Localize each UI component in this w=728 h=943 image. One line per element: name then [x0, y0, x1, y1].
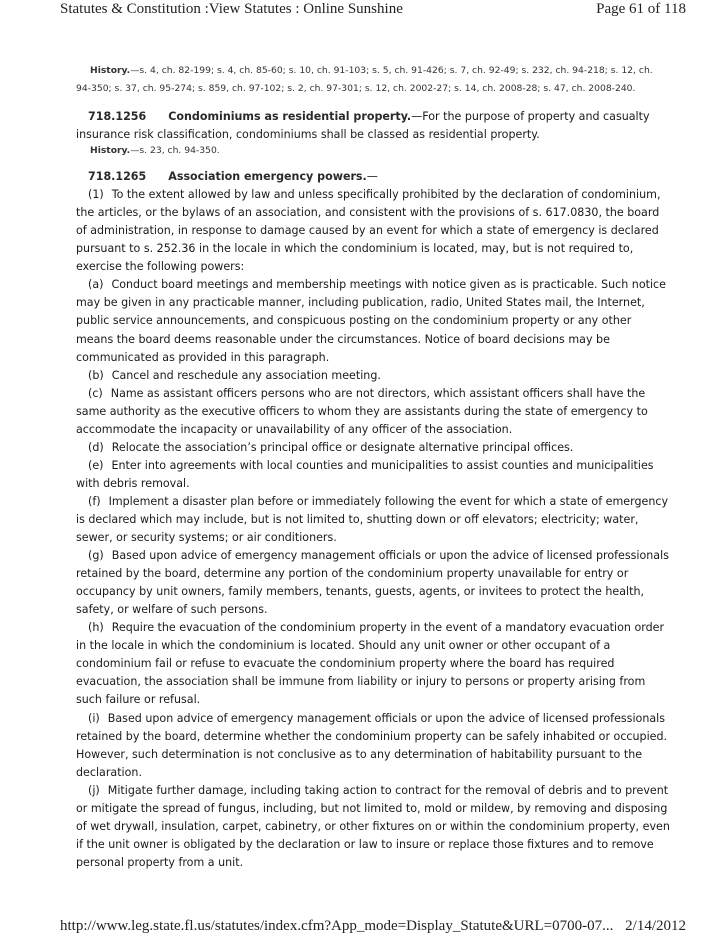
- section-text: —For the purpose of property and casualty insurance risk classification, condominiums shall be classed as residential property.: [76, 110, 650, 142]
- subsection-text: To the extent allowed by law and unless specifically prohibited by the declaration of condominium, the articles, or the bylaws of an association, and consistent with the provisions of s. 617.0830, the board of administration, in response to damage caused by an event for which a state of emergency is declared pursuant to s. 252.36 in the locale in which the condominium is located, may, but is not required to, exercise the following powers:: [76, 188, 661, 274]
- subsection-label: (h): [88, 621, 104, 635]
- subsection-item: [76, 547, 670, 619]
- subsection-item: [76, 367, 670, 385]
- title-dash: —: [366, 170, 378, 184]
- subsection-text: Conduct board meetings and membership meetings with notice given as is practicable. Such notice may be given in any practicable manner, including publication, radio, United States mail, the Internet, public service announcements, and conspicuous posting on the condominium property or any other means the board deems reasonable under the circumstances. Notice of board decisions may be communicated as provided in this paragraph.: [76, 278, 666, 364]
- print-header: [60, 0, 686, 26]
- subsection-text: Relocate the association’s principal office or designate alternative principal offices.: [111, 440, 574, 454]
- subsection-text: Name as assistant officers persons who are not directors, which assistant officers shall have the same authority as the executive officers to whom they are assistants during the state of emergency to accommodate the incapacity or unavailability of any officer of the association.: [76, 386, 648, 436]
- subsection-item: [76, 782, 670, 872]
- history-label: History.: [90, 145, 131, 157]
- history-note: [76, 62, 670, 98]
- section-number: 718.1256: [88, 110, 147, 123]
- subsection-label: (a): [88, 278, 104, 292]
- subsection-item: [76, 385, 670, 439]
- history-label: History.: [90, 65, 131, 76]
- print-date: 2/14/2012: [625, 918, 686, 934]
- subsection-label: (f): [88, 494, 101, 508]
- section-title: Condominiums as residential property.: [168, 110, 412, 123]
- subsection-text: Implement a disaster plan before or immediately following the event for which a state of emergency is declared which may include, but is not limited to, shutting down or off elevators; electricity; water, sewer, or security systems; or air conditioners.: [76, 494, 669, 545]
- subsection-label: (g): [88, 549, 104, 563]
- subsection-text: Based upon advice of emergency management officials or upon the advice of licensed professionals retained by the board, determine any portion of the condominium property unavailable for entry or occupancy by unit owners, family members, tenants, guests, agents, or invitees to protect the health, safety, or welfare of such persons.: [76, 549, 669, 617]
- print-footer: [60, 918, 686, 940]
- subsection-label: (i): [88, 711, 100, 725]
- subsection-text: Based upon advice of emergency management officials or upon the advice of licensed professionals retained by the board, determine whether the condominium property can be safely inhabited or occupied. However, such determination is not conclusive as to any determination of habitability pursuant to the declaration.: [76, 711, 668, 779]
- section-718-1256: [76, 108, 670, 158]
- subsection-label: (d): [88, 440, 104, 454]
- subsection-text: Enter into agreements with local counties and municipalities to assist counties and municipalities with debris removal.: [76, 458, 654, 490]
- history-text: —s. 4, ch. 82-199; s. 4, ch. 85-60; s. 10, ch. 91-103; s. 5, ch. 91-426; s. 7, ch. 92-49; s. 232, ch. 94-218; s. 12, ch. 94-350; s. 37, ch. 95-274; s. 859, ch. 97-102; s. 2, ch. 97-301; s. 12, ch. 2002-27; s. 14, ch. 2008-28; s. 47, ch. 2008-240.: [76, 65, 653, 94]
- subsection-text: Cancel and reschedule any association meeting.: [111, 368, 381, 382]
- subsection-item: [76, 186, 670, 276]
- subsection-item: [76, 710, 670, 782]
- history-text: —s. 23, ch. 94-350.: [130, 145, 220, 157]
- statute-body: [76, 62, 670, 872]
- subsection-item: [76, 457, 670, 493]
- subsection-label: (c): [88, 386, 103, 400]
- subsection-label: (e): [88, 458, 104, 472]
- section-title: Association emergency powers.: [168, 170, 367, 184]
- history-note: [76, 144, 670, 158]
- subsection-label: (j): [88, 783, 100, 797]
- subsection-item: [76, 276, 670, 366]
- section-number: 718.1265: [88, 170, 147, 184]
- section-718-1265: [76, 168, 670, 872]
- page-url: http://www.leg.state.fl.us/statutes/index.cfm?App_mode=Display_Statute&URL=0700-07...: [60, 918, 614, 934]
- section-paragraph: [76, 108, 670, 144]
- subsection-label: (1): [88, 188, 104, 202]
- page-number: Page 61 of 118: [596, 1, 686, 17]
- subsection-label: (b): [88, 368, 104, 382]
- subsection-item: [76, 619, 670, 709]
- subsection-item: [76, 493, 670, 547]
- header-title: Statutes & Constitution :View Statutes : Online Sunshine: [60, 1, 403, 17]
- subsection-item: [76, 439, 670, 457]
- subsection-text: Mitigate further damage, including taking action to contract for the removal of debris and to prevent or mitigate the spread of fungus, including, but not limited to, mold or mildew, by removing and disposing of wet drywall, insulation, carpet, cabinetry, or other fixtures on or within the condominium property, even if the unit owner is obligated by the declaration or law to insure or replace those fixtures and to remove personal property from a unit.: [76, 783, 670, 869]
- subsection-list: [76, 186, 670, 872]
- subsection-text: Require the evacuation of the condominium property in the event of a mandatory evacuation order in the locale in which the condominium is located. Should any unit owner or other occupant of a condominium fail or refuse to evacuate the condominium property where the board has required evacuation, the association shall be immune from liability or injury to persons or property arising from such failure or refusal.: [76, 621, 665, 707]
- section-heading: [76, 168, 670, 186]
